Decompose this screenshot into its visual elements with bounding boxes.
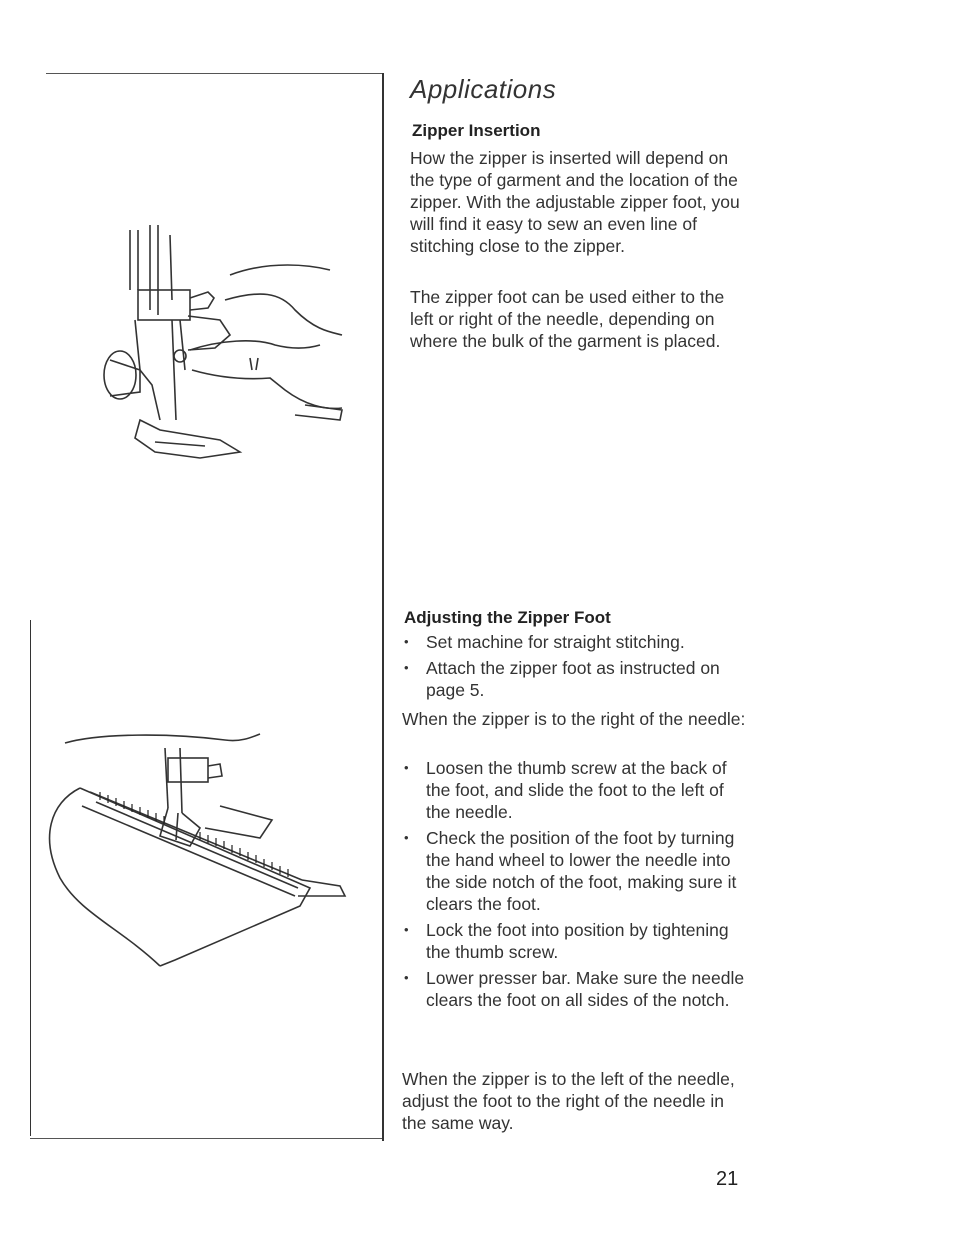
column-divider bbox=[382, 73, 384, 1141]
bullet-icon: • bbox=[404, 922, 409, 937]
list-item: • Lock the foot into position by tightening the thumb screw. bbox=[404, 920, 729, 962]
bullet-icon: • bbox=[404, 970, 409, 985]
adjusting-heading: Adjusting the Zipper Foot bbox=[404, 608, 611, 627]
bullet-icon: • bbox=[404, 634, 409, 649]
bottom-rule bbox=[30, 1138, 382, 1139]
illustration-zipper-foot-adjust bbox=[80, 220, 350, 470]
zipper-insertion-paragraph-1: How the zipper is inserted will depend on the type of garment and the location of the zipper. With the adjustable zipper foot, you will find it easy to sew an even line of stitching close to the zipper. bbox=[410, 148, 740, 256]
section-title: Applications bbox=[410, 74, 557, 104]
zipper-insertion-paragraph-2: The zipper foot can be used either to the left or right of the needle, depending on where the bulk of the garment is placed. bbox=[410, 287, 725, 351]
list-item: • Attach the zipper foot as instructed on page 5. bbox=[404, 658, 720, 700]
adjusting-bullet-list-1 bbox=[402, 631, 746, 705]
bullet-icon: • bbox=[404, 830, 409, 845]
left-of-needle-outro: When the zipper is to the left of the needle, adjust the foot to the right of the needle in the same way. bbox=[402, 1069, 735, 1133]
list-item: • Loosen the thumb screw at the back of the foot, and slide the foot to the left of the needle. bbox=[404, 758, 727, 822]
page-number: 21 bbox=[716, 1168, 739, 1190]
bullet-icon: • bbox=[404, 760, 409, 775]
left-frame-line bbox=[30, 620, 31, 1136]
list-item: • Set machine for straight stitching. bbox=[404, 632, 685, 652]
top-rule bbox=[46, 73, 384, 74]
list-item: • Check the position of the foot by turning the hand wheel to lower the needle into the side notch of the foot, making sure it clears the foot. bbox=[404, 828, 737, 914]
right-of-needle-intro: When the zipper is to the right of the needle: bbox=[402, 709, 746, 729]
illustration-sewing-zipper bbox=[40, 728, 360, 978]
adjusting-bullet-list-2 bbox=[402, 757, 746, 1015]
bullet-icon: • bbox=[404, 660, 409, 675]
list-item: • Lower presser bar. Make sure the needle clears the foot on all sides of the notch. bbox=[404, 968, 745, 1010]
zipper-insertion-heading: Zipper Insertion bbox=[412, 121, 541, 140]
